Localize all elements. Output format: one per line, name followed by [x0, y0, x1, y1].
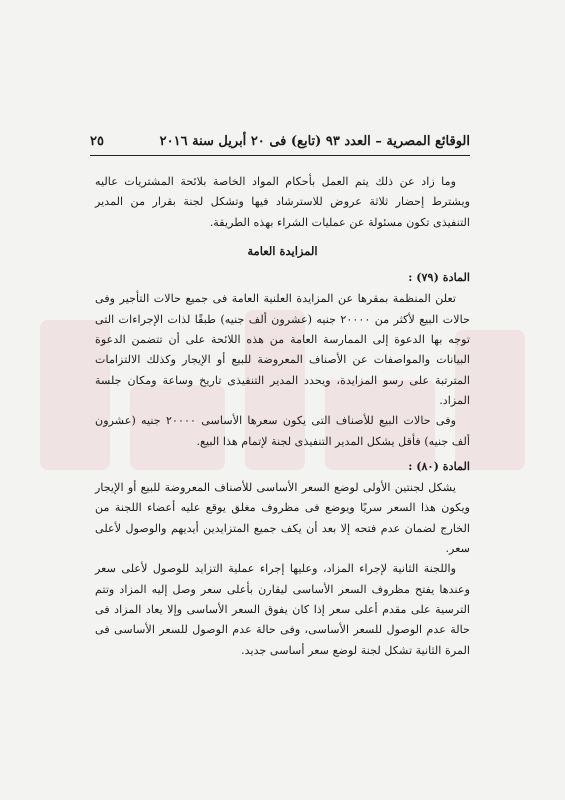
page-header	[90, 130, 470, 152]
document-body	[95, 172, 470, 661]
paragraph: وفى حالات البيع للأصناف التى يكون سعرها الأساسى ٢٠٠٠٠ جنيه (عشرون ألف جنيه) فأقل يشكل المدير التنفيذى لجنة لإتمام هذا البيع.	[95, 414, 470, 448]
article-heading: المادة (٧٩) :	[408, 270, 470, 285]
paragraph: يشكل لجنتين الأولى لوضع السعر الأساسى للأصناف المعروضة للبيع أو الإيجار ويكون هذا السعر سريًا ويوضع فى مظروف مغلق يوقع عليه أعضاء اللجنة من الخارج لضمان عدم فتحه إلا بعد أن يكف جميع المتزايدين أيديهم والوصول لأعلى سعر.	[95, 481, 470, 556]
paragraph: وما زاد عن ذلك يتم العمل بأحكام المواد الخاصة بلائحة المشتريات عاليه ويشترط إحضار ثلاثة عروض للاسترشاد فيها وتشكل لجنة بقرار من المدير التنفيذى تكون مسئولة عن عمليات الشراء بهذه الطريقة.	[95, 175, 470, 229]
article-heading: المادة (٨٠) :	[408, 458, 470, 473]
section-title: المزايدة العامة	[247, 243, 318, 258]
paragraph: تعلن المنظمة بمقرها عن المزايدة العلنية العامة فى جميع حالات التأجير وفى حالات البيع لأكثر من ٢٠٠٠٠ جنيه (عشرون ألف جنيه) طبقًا لذات الإجراءات التى توجه بها الدعوة إلى الممارسة العامة من هذه اللائحة على أن تتضمن الدعوة البيانات والمواصفات عن الأصناف المعروضة للبيع أو الإيجار وكذلك الالتزامات المترتبة على رسو المزايدة، ويحدد المدير التنفيذى تاريخ وساعة ومكان جلسة المزاد.	[95, 292, 470, 407]
header-title: الوقائع المصرية – العدد ٩٣ (تابع) فى ٢٠ أبريل سنة ٢٠١٦	[159, 133, 470, 149]
paragraph: واللجنة الثانية لإجراء المزاد، وعليها إجراء عملية التزايد للوصول لأعلى سعر وعندها يفتح مظروف السعر الأساسى ليقارن بأعلى سعر وصل إليه المزاد وتتم الترسية على مقدم أعلى سعر إذا كان يفوق السعر الأساسى وإلا يعاد المزاد فى حالة عدم الوصول للسعر الأساسى، وفى حالة عدم الوصول للسعر الأساسى فى المرة الثانية تشكل لجنة لوضع سعر أساسى جديد.	[95, 562, 470, 657]
header-divider	[90, 155, 470, 156]
page-number: ٢٥	[90, 133, 104, 149]
